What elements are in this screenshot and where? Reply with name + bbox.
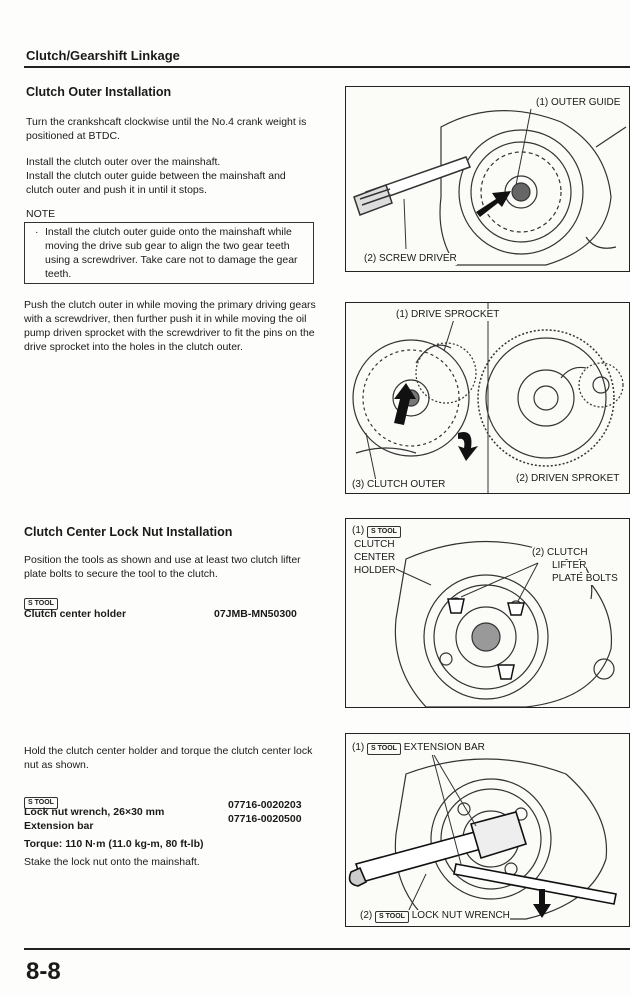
footer-rule [24, 948, 630, 950]
lock-nut-special-tool-badge: S TOOL [24, 797, 58, 809]
lock-nut-step1: Hold the clutch center holder and torque the clutch center lock nut as shown. [24, 745, 313, 771]
clutch-outer-title: Clutch Outer Installation [26, 85, 172, 99]
fig3-label-clutch: CLUTCH [354, 539, 395, 550]
outer-guide-illustration [346, 87, 630, 272]
fig3-label-clutch-lifter: (2) CLUTCH [532, 547, 588, 558]
clutch-center-tool-name: Clutch center holder [24, 608, 127, 620]
note-bullet: · [35, 226, 39, 238]
fig3-label-center: CENTER [354, 552, 396, 563]
extension-bar-illustration [346, 734, 630, 927]
fig4-tool-badge-2: S TOOL [375, 911, 409, 923]
lock-nut-wrench-name: Lock nut wrench, 26×30 mm [24, 806, 165, 818]
drive-sprocket-illustration [346, 303, 630, 494]
section-header: Clutch/Gearshift Linkage [26, 48, 180, 63]
fig2-label-driven-sprocket: (2) DRIVEN SPROKET [516, 473, 620, 484]
extension-bar-name: Extension bar [24, 820, 94, 832]
clutch-center-tool-number: 07JMB-MN50300 [214, 608, 297, 620]
special-tool-badge: S TOOL [24, 598, 58, 610]
fig4-label1-prefix: (1) [352, 742, 365, 753]
fig4-label-lock-nut-wrench: LOCK NUT WRENCH [411, 910, 510, 921]
figure-extension-bar [345, 733, 630, 927]
fig3-label-holder: HOLDER [354, 565, 396, 576]
lock-nut-wrench-number: 07716-0020203 [228, 799, 302, 811]
fig3-label-prefix: (1) [352, 525, 365, 536]
fig3-special-tool-badge: S TOOL [367, 526, 401, 538]
fig4-label2-prefix: (2) [360, 910, 373, 921]
fig3-label-lifter: LIFTER [552, 560, 587, 571]
fig4-label-extension-bar: EXTENSION BAR [403, 742, 485, 753]
fig1-label-outer-guide: (1) OUTER GUIDE [536, 97, 621, 108]
fig2-label-drive-sprocket: (1) DRIVE SPROCKET [396, 309, 500, 320]
note-box [24, 222, 314, 284]
fig1-label-screw-driver: (2) SCREW DRIVER [364, 253, 457, 264]
header-rule [24, 66, 630, 68]
lock-nut-step2: Stake the lock nut onto the mainshaft. [24, 856, 200, 868]
clutch-outer-step3: Push the clutch outer in while moving the primary driving gears with a screwdriver, then further push it in while moving the oil pump driven sprocket with the screwdriver to fit the pins on the drive sprocket into the holes in the clutch outer. [24, 299, 316, 353]
note-text: Install the clutch outer guide onto the mainshaft while moving the drive sub gear to align the two gear teeth using a screwdriver. Take care not to damage the gear teeth. [45, 226, 298, 280]
figure-outer-guide [345, 86, 630, 272]
clutch-outer-step2a: Install the clutch outer over the mainshaft. [26, 156, 221, 168]
figure-clutch-center-holder [345, 518, 630, 708]
fig4-tool-badge-1: S TOOL [367, 743, 401, 755]
clutch-outer-step1: Turn the crankshcaft clockwise until the No.4 crank weight is positioned at BTDC. [26, 116, 307, 142]
figure-drive-sprocket [345, 302, 630, 494]
extension-bar-number: 07716-0020500 [228, 813, 302, 825]
fig2-label-clutch-outer: (3) CLUTCH OUTER [352, 479, 446, 490]
page-number: 8-8 [26, 958, 61, 985]
fig3-label-plate-bolts: PLATE BOLTS [552, 573, 618, 584]
clutch-outer-step2b: Install the clutch outer guide between the mainshaft and clutch outer and push it in until it stops. [26, 170, 286, 196]
note-label: NOTE [26, 208, 56, 220]
torque-spec: Torque: 110 N·m (11.0 kg-m, 80 ft-lb) [24, 838, 204, 850]
clutch-center-title: Clutch Center Lock Nut Installation [24, 525, 233, 539]
clutch-center-step1: Position the tools as shown and use at least two clutch lifter plate bolts to secure the tool to the clutch. [24, 554, 301, 580]
